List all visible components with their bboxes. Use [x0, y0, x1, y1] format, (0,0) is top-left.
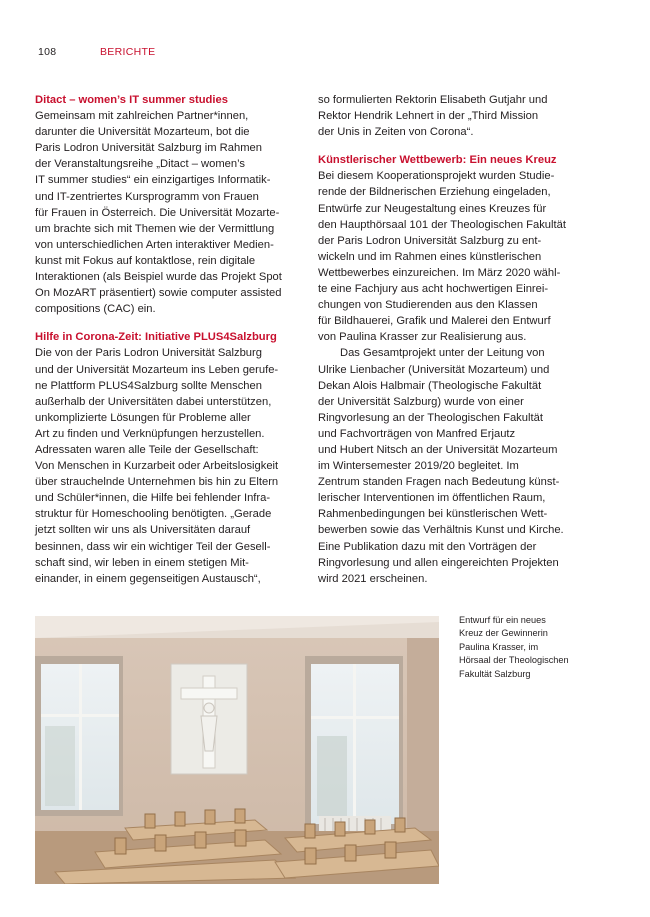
- lecture-hall-photo: [35, 616, 439, 884]
- section-title: BERICHTE: [100, 46, 156, 58]
- article-ditact: [35, 92, 303, 317]
- corona-continuation-text: so formulierten Rektorin Elisabeth Gutjahr und Rektor Hendrik Lehnert in der „Third Mission der Unis in Zeiten von Corona“.: [318, 94, 548, 139]
- photo-caption: Entwurf für ein neues Kreuz der Gewinnerin Paulina Krasser, im Hörsaal der Theologischen Fakultät Salzburg: [459, 615, 569, 679]
- corona-heading: Hilfe in Corona-Zeit: Initiative PLUS4Salzburg: [35, 331, 277, 344]
- wettbewerb-heading: Künstlerischer Wettbewerb: Ein neues Kreuz: [318, 154, 557, 167]
- right-column: [318, 92, 586, 599]
- corona-body: Die von der Paris Lodron Universität Salzburg und der Universität Mozarteum ins Leben gerufe- ne Plattform PLUS4Salzburg sollte Menschen außerhalb der Universitäten dabei unterstützen, unkomplizierte Lösungen für Probleme aller Art zu finden und Verknüpfungen herzustellen. Adressaten waren alle Teile der Gesellschaft: Von Menschen in Kurzarbeit oder Arbeitslosigkeit über strauchelnde Unternehmen bis hin zu Eltern und Schüler*innen, die Hilfe bei fehlender Infra- struktur für Homeschooling benötigten. „Gerade jetzt sollten wir uns als Universitäten darauf besinnen, dass wir ein wichtiger Teil der Gesell- schaft sind, wir leben in einem stetigen Mit- einander, in einem gegenseitigen Austausch“,: [35, 347, 279, 585]
- ditact-heading: Ditact – women’s IT summer studies: [35, 94, 228, 106]
- article-corona: [35, 329, 303, 587]
- page-number: 108: [38, 46, 57, 58]
- wettbewerb-body: Bei diesem Kooperationsprojekt wurden Studie- rende der Bildnerischen Erziehung eingeladen, Entwürfe zur Neugestaltung eines Kreuzes für den Haupthörsaal 101 der Theologischen Fakultät der Paris Lodron Universität Salzburg zu ent- wickeln und im Rahmen eines künstlerischen Wettbewerbes einzureichen. Im März 2020 wähl- te eine Fachjury aus acht hochwertigen Einrei- chungen von Studierenden aus den Klassen für Bildhauerei, Grafik und Malerei den Entwurf von Paulina Krasser zur Realisierung aus.: [318, 170, 566, 344]
- ditact-body: Gemeinsam mit zahlreichen Partner*innen, darunter die Universität Mozarteum, bot die Paris Lodron Universität Salzburg im Rahmen der Veranstaltungsreihe „Ditact – women’s IT summer studies“ ein einzigartiges Informatik- und IT-zentriertes Kursprogramm von Frauen für Frauen in Österreich. Die Universität Mozarte- um brachte sich mit Themen wie der Vermittlung von unterschiedlichen Arten interaktiver Medien- kunst mit Fokus auf kontaktlose, rein digitale Interaktionen (als Beispiel wurde das Projekt Spot On MozART präsentiert) sowie computer assisted compositions (CAC) ein.: [35, 110, 282, 316]
- article-wettbewerb: [318, 152, 586, 587]
- corona-continuation: [318, 92, 586, 140]
- wettbewerb-body-2: Das Gesamtprojekt unter der Leitung von Ulrike Lienbacher (Universität Mozarteum) und Dekan Alois Halbmair (Theologische Fakultät der Universität Salzburg) wurde von einer Ringvorlesung an der Theologischen Fakultät und Fachvorträgen von Manfred Erjautz und Hubert Nitsch an der Universität Mozarteum im Wintersemester 2019/20 begleitet. Im Zentrum standen Fragen nach Bedeutung künst- lerischer Interventionen im öffentlichen Raum, Rahmenbedingungen bei künstlerischen Wett- bewerben sowie das Verhältnis Kunst und Kirche. Eine Publikation dazu mit den Vorträgen der Ringvorlesung und allen eingereichten Projekten wird 2021 erscheinen.: [318, 347, 564, 585]
- left-column: [35, 92, 303, 599]
